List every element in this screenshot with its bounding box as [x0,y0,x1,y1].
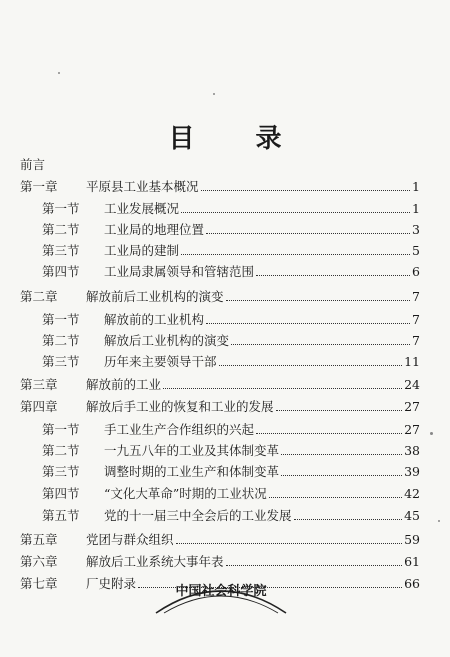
toc-section-row [42,441,420,459]
page-number: 5 [412,243,420,258]
paper-speck [430,432,433,435]
chapter-label: 第二章 [20,289,58,304]
page-number: 7 [412,289,420,304]
page-number: 3 [412,222,420,237]
toc-section-row [42,352,420,370]
section-label: 第三节 [42,354,80,369]
toc-section-row [42,241,420,259]
section-title: 历年来主要领导干部 [104,354,217,369]
toc-chapter-row [20,530,420,548]
toc-chapter-row [20,177,420,195]
toc-section-row [42,310,420,328]
chapter-label: 第六章 [20,554,58,569]
section-label: 第四节 [42,264,80,279]
toc-chapter-row [20,397,420,415]
chapter-title: 解放后工业系统大事年表 [86,554,224,569]
chapter-title: 解放后手工业的恢复和工业的发展 [86,399,274,414]
section-title: 工业发展概况 [104,201,180,216]
page-title: 目 录 [168,124,308,154]
dot-leader [181,203,410,213]
chapter-label: 第七章 [20,576,58,591]
page-number: 6 [412,264,420,279]
section-title: 手工业生产合作组织的兴起 [104,422,255,437]
page-number: 27 [404,399,420,414]
toc-chapter-row [20,375,420,393]
page-number: 42 [404,486,420,501]
dot-leader [206,314,410,324]
section-title: 解放后工业机构的演变 [104,333,230,348]
chapter-label: 第一章 [20,179,58,194]
dot-leader [206,224,410,234]
toc-chapter-row [20,552,420,570]
page-number: 27 [404,422,420,437]
section-label: 第一节 [42,201,80,216]
paper-speck [58,72,60,74]
stamp-text: 中国社会科学院 [175,584,267,599]
page-number: 45 [404,508,420,523]
page-number: 39 [404,464,420,479]
dot-leader [201,181,411,191]
section-title: 工业局的建制 [104,243,180,258]
dot-leader [226,291,411,301]
section-label: 第二节 [42,222,80,237]
toc-section-row [42,262,420,280]
section-label: 第二节 [42,333,80,348]
page-number: 24 [404,377,420,392]
toc-section-row [42,462,420,480]
dot-leader [276,401,403,411]
paper-speck [438,520,440,522]
paper-speck [213,93,215,95]
section-title: 解放前的工业机构 [104,312,205,327]
section-title: 调整时期的工业生产和体制变革 [104,464,280,479]
dot-leader [219,356,403,366]
page-number: 59 [404,532,420,547]
toc-section-row [42,331,420,349]
section-title: 一九五八年的工业及其体制变革 [104,443,280,458]
page-number: 66 [404,576,420,591]
page-number: 11 [404,354,420,369]
dot-leader [176,534,403,544]
dot-leader [294,510,403,520]
page-number: 1 [412,179,420,194]
section-label: 第五节 [42,508,80,523]
section-label: 第一节 [42,312,80,327]
toc-preface: 前言 [20,157,46,172]
chapter-title: 解放前的工业 [86,377,162,392]
chapter-title: 平原县工业基本概况 [86,179,199,194]
toc-section-row [42,420,420,438]
page-number: 38 [404,443,420,458]
dot-leader [226,556,403,566]
section-label: 第二节 [42,443,80,458]
toc-section-row [42,220,420,238]
chapter-label: 第五章 [20,532,58,547]
library-stamp [146,575,296,615]
page-number: 1 [412,201,420,216]
page-number: 7 [412,333,420,348]
chapter-label: 第四章 [20,399,58,414]
section-title: “文化大革命”时期的工业状况 [104,486,267,501]
section-title: 工业局隶属领导和管辖范围 [104,264,255,279]
dot-leader [281,466,402,476]
toc-section-row [42,199,420,217]
dot-leader [256,266,410,276]
dot-leader [181,245,410,255]
dot-leader [163,379,402,389]
section-label: 第三节 [42,243,80,258]
page-number: 7 [412,312,420,327]
dot-leader [269,488,402,498]
section-title: 党的十一届三中全会后的工业发展 [104,508,292,523]
chapter-title: 解放前后工业机构的演变 [86,289,224,304]
section-title: 工业局的地理位置 [104,222,205,237]
dot-leader [256,424,402,434]
page-number: 61 [404,554,420,569]
section-label: 第四节 [42,486,80,501]
toc-chapter-row [20,287,420,305]
chapter-title: 厂史附录 [86,576,137,591]
section-label: 第三节 [42,464,80,479]
chapter-title: 党团与群众组织 [86,532,174,547]
chapter-label: 第三章 [20,377,58,392]
section-label: 第一节 [42,422,80,437]
toc-section-row [42,484,420,502]
dot-leader [231,335,410,345]
toc-section-row [42,506,420,524]
dot-leader [281,445,402,455]
